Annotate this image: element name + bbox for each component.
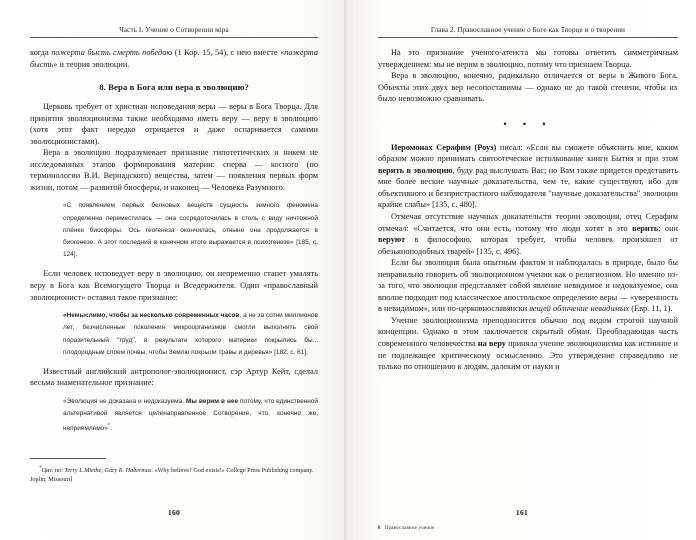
left-blockquote-3: «Эволюция не доказана и недоказуема. Мы верим в нее потому, что единственной альтернативой является целенаправленное Сотворение, что, конечно же, неприемлемо»*. — [63, 398, 318, 433]
rp5-italic: вещей обличение невидимых — [529, 304, 630, 314]
rp4-a: Отмечая отсутствие научных доказательств теории эволюции, отец Серафим отмечал: «Считается, что они есть, потому что люди хотят в это — [378, 212, 678, 233]
rp3-bold-name: Иеромонах Серафим (Роуз) — [391, 142, 497, 152]
rp6-bold: на веру — [477, 339, 506, 349]
right-paragraph-6 — [378, 315, 678, 373]
signature-line — [378, 526, 435, 531]
right-paragraph-5 — [378, 257, 678, 315]
rp3-bold-2: верить в эволюцию — [378, 165, 453, 175]
left-bq3-pre: «Эволюция не доказана и недоказуема. — [63, 398, 186, 406]
rp4-bold-1: верить — [632, 223, 659, 233]
rp5-a: Если бы эволюция была опытным фактом и наблюдалась в природе, было бы неправильно говорить об эволюционном учении как о религиозном. Но именно из-за того, что эволюция представляет собой явление невидимое и недоказуемое, она вполне подходит под классическое апостольское определение веры — «уверенность в невидимом», или по-церковнославянски — [378, 258, 678, 314]
right-paragraph-3 — [378, 142, 678, 211]
left-head-rule — [30, 37, 318, 38]
signature-number: 8 — [378, 526, 381, 531]
footnote-marker: * — [39, 464, 42, 471]
left-text-column — [30, 47, 318, 436]
footnote-post: . «Why believe? God exists!» College Press Publishing company. Joplin, Missouri] — [30, 466, 314, 483]
cont-italic-1: пожерта бысть смерть победою — [51, 48, 173, 57]
left-footnote — [30, 464, 318, 484]
left-paragraph-2: Вера в эволюцию подразумевает признание гипотетических и никем не исследованных этапов формирования материи: сперва — косного (по терминологии В.И. Вернадского) вещества, затем — появления первых форм жизни, потом — развитой биосферы, и наконец — Человека Разумного. — [30, 148, 318, 192]
left-continued-paragraph — [30, 47, 318, 70]
left-bq3-bold: Мы верим в нее — [186, 398, 239, 406]
rp4-b: ; они — [658, 223, 678, 233]
right-paragraph-1: На это признание ученого-атеиста мы готовы ответить симметричным утверждением: мы не верим в эволюцию, потому что признаем Творца. — [378, 48, 678, 69]
left-page-number: 160 — [167, 508, 181, 517]
left-bq2-bold: «Немыслимо, чтобы за несколько современных часов — [63, 312, 240, 320]
left-bq3-post: потому, что единственной альтернативой является целенаправленное Сотворение, что, конечно же, неприемлемо» — [63, 398, 318, 433]
rp5-b: (Евр. 11, 1). — [629, 304, 673, 314]
right-head-rule — [378, 37, 678, 38]
right-paragraph-2: Вера в эволюцию, конечно, радикально отличается от веры в Живого Бога. Объекты этих двух вер несопоставимы — однако не до такой степени, чтобы их было невозможно сравнивать. — [378, 71, 678, 104]
right-running-head: Глава 2. Православное учение о Боге как Творце и о творении — [430, 26, 626, 34]
right-paragraph-4 — [378, 211, 678, 257]
rp6-a: Учение эволюционизма преподносится обычно под видом строгой научной концепции. Однако в этом заключается скрытый обман. Преобладающая часть современного человечества — [378, 315, 678, 349]
left-bq2-rest: , а не за сотни миллионов лет, безчисленные поколения микроорганизмов смогли выполнить свой поразительный "труд", в результате которого материки покрылись бы... плодородным слоем почвы, чтобы Землю покрыли травы и деревья» [182, с. 61]. — [63, 312, 318, 356]
footnote-italic: Terry L.Miethe, Gary R. Habermas — [64, 466, 152, 474]
left-running-head: Часть I. Учение о Сотворении мiра — [119, 26, 229, 34]
cont-italic-2: пожерта бысть — [30, 48, 318, 69]
footnote-reference-marker: * — [107, 423, 110, 430]
signature-title: Православное учение — [384, 526, 435, 531]
rp3-b: , буду рад выслушать Вас; но Вам также придется представить мне более веские научные доказательства, чем те, какие существуют, ибо для объективного и безпристрастного наблюдателя "научные доказательства" эволюции крайне слабы» [135, с. 480]. — [378, 165, 679, 210]
cont-mid: (1 Кор. 15, 54), с нею вместе « — [172, 48, 285, 57]
footnote-separator-rule — [30, 458, 106, 459]
left-paragraph-1: Церковь требует от христиан исповедания веры — веры в Бога Творца. Для принятия эволюционизма также необходимо иметь веру — веру в эволюцию (хотя этот факт нередко отрицается и даже оспаривается самими эволюционистами). — [30, 102, 318, 146]
cont-post: » и теория эволюции. — [53, 59, 130, 69]
right-text-column — [378, 47, 678, 373]
cont-pre: когда — [30, 48, 52, 57]
rp6-b: приняла учение эволюционизма как истинное и не подлежащее критическому осмыслению. Это утверждение справедливо не только по отношению к людям, далеким от науки и — [378, 339, 678, 372]
right-page — [348, 0, 696, 540]
rp3-a: писал: «Если вы сможете объяснить мне, каким образом можно принимать святоотеческое истолкование книги Бытия и при этом — [378, 142, 679, 164]
rp4-bold-2: веруют — [378, 235, 406, 245]
footnote-pre: Цит. по: — [41, 466, 65, 474]
right-page-number: 161 — [515, 508, 529, 517]
left-section-heading: 8. Вера в Бога или вера в эволюцию? — [99, 82, 249, 93]
left-blockquote-2 — [63, 310, 318, 359]
left-blockquote-1: «С появлением первых белковых веществ сущность земного феномена определенно переместилась — она сосредоточилась в столь с виду ничтожной плёнке биосферы. Ось геогенеза окончилась, отныне она продолжается в биогенезе. А этот последний в конечном итоге выражается в психогенезе» [185, с. 124]. — [63, 202, 318, 259]
left-paragraph-3: Если человек исповедует веру в эволюцию, он непременно станет умалять веру в Бога как Всемогущего Творца и Вседержителя. Один «православный эволюционист» оставил такое признание: — [30, 269, 318, 302]
section-separator-dots: • • • — [503, 118, 553, 129]
left-footnote-area — [30, 458, 318, 484]
left-paragraph-4: Известный английский антрополог-эволюционист, сэр Артур Кейт, сделал весьма знаменательное признание: — [30, 366, 318, 388]
rp4-c: в философию, которая требует, чтобы человек произошел от обезьяноподобных тварей» [135, с. 496]. — [378, 235, 678, 256]
